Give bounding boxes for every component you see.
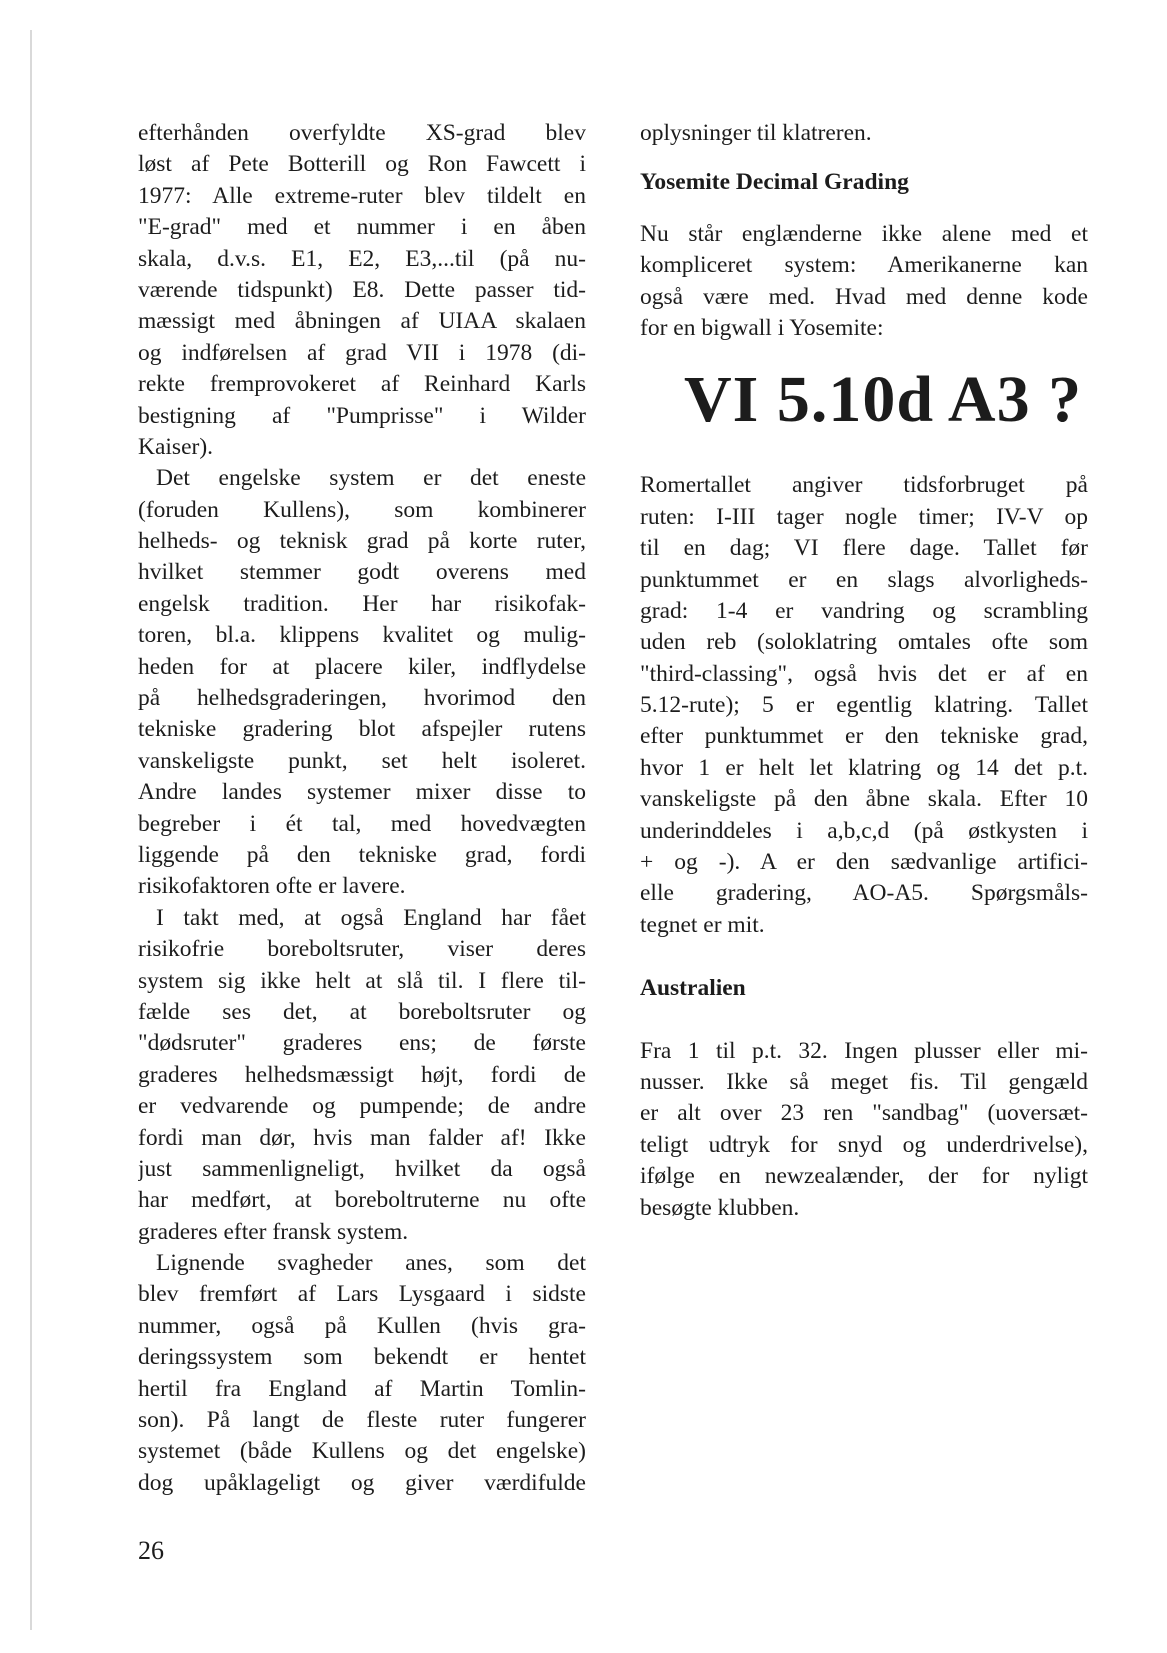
text-line: systemet (både Kullens og det engelske) [138, 1438, 586, 1465]
text-line: Kaiser). [138, 433, 214, 460]
text-line: "third-classing", også hvis det er af en [640, 660, 1088, 687]
text-line: vanskeligste på den åbne skala. Efter 10 [640, 786, 1088, 813]
continuation-line: oplysninger til klatreren. [640, 120, 872, 146]
text-line: også være med. Hvad med denne kode [640, 283, 1088, 310]
text-line: kompliceret system: Amerikanerne kan [640, 252, 1088, 279]
text-line: efter punktummet er den tekniske grad, [640, 723, 1088, 750]
text-line: ruten: I-III tager nogle timer; IV-V op [640, 503, 1088, 530]
text-line: hvor 1 er helt let klatring og 14 det p.t. [640, 754, 1088, 781]
text-line: nummer, også på Kullen (hvis gra- [138, 1312, 586, 1339]
text-line: "E-grad" med et nummer i en åben [138, 214, 586, 241]
text-line: Det engelske system er det eneste [156, 465, 586, 492]
text-line: son). På langt de fleste ruter fungerer [138, 1407, 586, 1434]
text-line: uden reb (soloklatring omtales ofte som [640, 629, 1088, 656]
scan-edge-shadow [30, 30, 32, 1630]
text-line: er alt over 23 ren "sandbag" (uoversæt- [640, 1100, 1088, 1127]
text-line: er vedvarende og pumpende; de andre [138, 1093, 586, 1120]
text-line: besøgte klubben. [640, 1194, 800, 1221]
text-line: elle gradering, AO-A5. Spørgsmåls- [640, 880, 1088, 907]
text-line: Romertallet angiver tidsforbruget på [640, 472, 1088, 499]
text-line: Andre landes systemer mixer disse to [138, 779, 586, 806]
text-line: Fra 1 til p.t. 32. Ingen plusser eller mi- [640, 1037, 1088, 1064]
paragraph [138, 903, 586, 1248]
text-line: begreber i ét tal, med hovedvægten [138, 810, 586, 837]
text-line: 1977: Alle extreme-ruter blev tildelt en [138, 182, 586, 209]
text-line: ifølge en newzealænder, der for nyligt [640, 1163, 1088, 1190]
text-line: (foruden Kullens), som kombinerer [138, 496, 586, 523]
text-line: skala, d.v.s. E1, E2, E3,...til (på nu- [138, 245, 586, 272]
text-line: fordi man dør, hvis man falder af! Ikke [138, 1124, 586, 1151]
text-line: hvilket stemmer godt overens med [138, 559, 586, 586]
paragraph [138, 463, 586, 902]
text-line: teligt udtryk for snyd og underdrivelse), [640, 1131, 1088, 1158]
text-line: grad: 1-4 er vandring og scrambling [640, 597, 1088, 624]
text-line: for en bigwall i Yosemite: [640, 314, 884, 341]
page-number: 26 [138, 1536, 164, 1565]
text-line: Lignende svagheder anes, som det [156, 1250, 586, 1277]
text-line: til en dag; VI flere dage. Tallet før [640, 535, 1088, 562]
text-line: bestigning af "Pumprisse" i Wilder [138, 402, 586, 429]
text-line: just sammenligneligt, hvilket da også [138, 1155, 586, 1182]
text-line: underinddeles i a,b,c,d (på østkysten i [640, 817, 1088, 844]
text-line: deringssystem som bekendt er hentet [138, 1344, 586, 1371]
text-line: toren, bl.a. klippens kvalitet og mulig- [138, 622, 586, 649]
australia-body [640, 1036, 1088, 1224]
text-line: punktummet er en slags alvorligheds- [640, 566, 1088, 593]
text-line: I takt med, at også England har fået [156, 904, 586, 931]
text-line: engelsk tradition. Her har risikofak- [138, 590, 586, 617]
grade-example: VI 5.10d A3 ? [684, 363, 1083, 437]
text-line: blev fremført af Lars Lysgaard i sidste [138, 1281, 586, 1308]
paragraph [138, 1248, 586, 1499]
text-line: vanskeligste punkt, set helt isoleret. [138, 747, 586, 774]
right-column [640, 118, 1088, 1224]
text-line: heden for at placere kiler, indflydelse [138, 653, 586, 680]
text-line: "dødsruter" graderes ens; de første [138, 1030, 586, 1057]
text-line: fælde ses det, at boreboltsruter og [138, 998, 586, 1025]
australia-heading: Australien [640, 975, 746, 1002]
text-line: værende tidspunkt) E8. Dette passer tid- [138, 276, 586, 303]
text-line: tegnet er mit. [640, 911, 765, 938]
paragraph [138, 118, 586, 463]
text-line: dog upåklageligt og giver værdifulde [138, 1469, 586, 1496]
text-line: hertil fra England af Martin Tomlin- [138, 1375, 586, 1402]
yosemite-intro [640, 219, 1088, 345]
text-line: tekniske gradering blot afspejler rutens [138, 716, 586, 743]
text-line: Nu står englænderne ikke alene med et [640, 220, 1088, 247]
text-line: 5.12-rute); 5 er egentlig klatring. Tallet [640, 692, 1088, 719]
yosemite-heading: Yosemite Decimal Grading [640, 169, 909, 196]
left-column-text [138, 118, 586, 1499]
text-line: risikofaktoren ofte er lavere. [138, 873, 406, 900]
text-line: graderes helhedsmæssigt højt, fordi de [138, 1061, 586, 1088]
text-line: nusser. Ikke så meget fis. Til gengæld [640, 1068, 1088, 1095]
yosemite-body [640, 470, 1088, 941]
text-line: efterhånden overfyldte XS-grad blev [138, 120, 586, 146]
text-line: liggende på den tekniske grad, fordi [138, 841, 586, 868]
text-line: graderes efter fransk system. [138, 1218, 409, 1245]
text-line: og indførelsen af grad VII i 1978 (di- [138, 339, 586, 366]
text-line: system sig ikke helt at slå til. I flere til- [138, 967, 586, 994]
text-line: + og -). A er den sædvanlige artifici- [640, 849, 1088, 876]
text-line: rekte fremprovokeret af Reinhard Karls [138, 371, 586, 398]
text-line: løst af Pete Botterill og Ron Fawcett i [138, 151, 586, 178]
text-line: risikofrie boreboltsruter, viser deres [138, 936, 586, 963]
text-line: på helhedsgraderingen, hvorimod den [138, 685, 586, 712]
text-line: har medført, at boreboltruterne nu ofte [138, 1187, 586, 1214]
text-line: helheds- og teknisk grad på korte ruter, [138, 528, 586, 555]
left-column [138, 118, 586, 1499]
text-line: mæssigt med åbningen af UIAA skalaen [138, 308, 586, 335]
